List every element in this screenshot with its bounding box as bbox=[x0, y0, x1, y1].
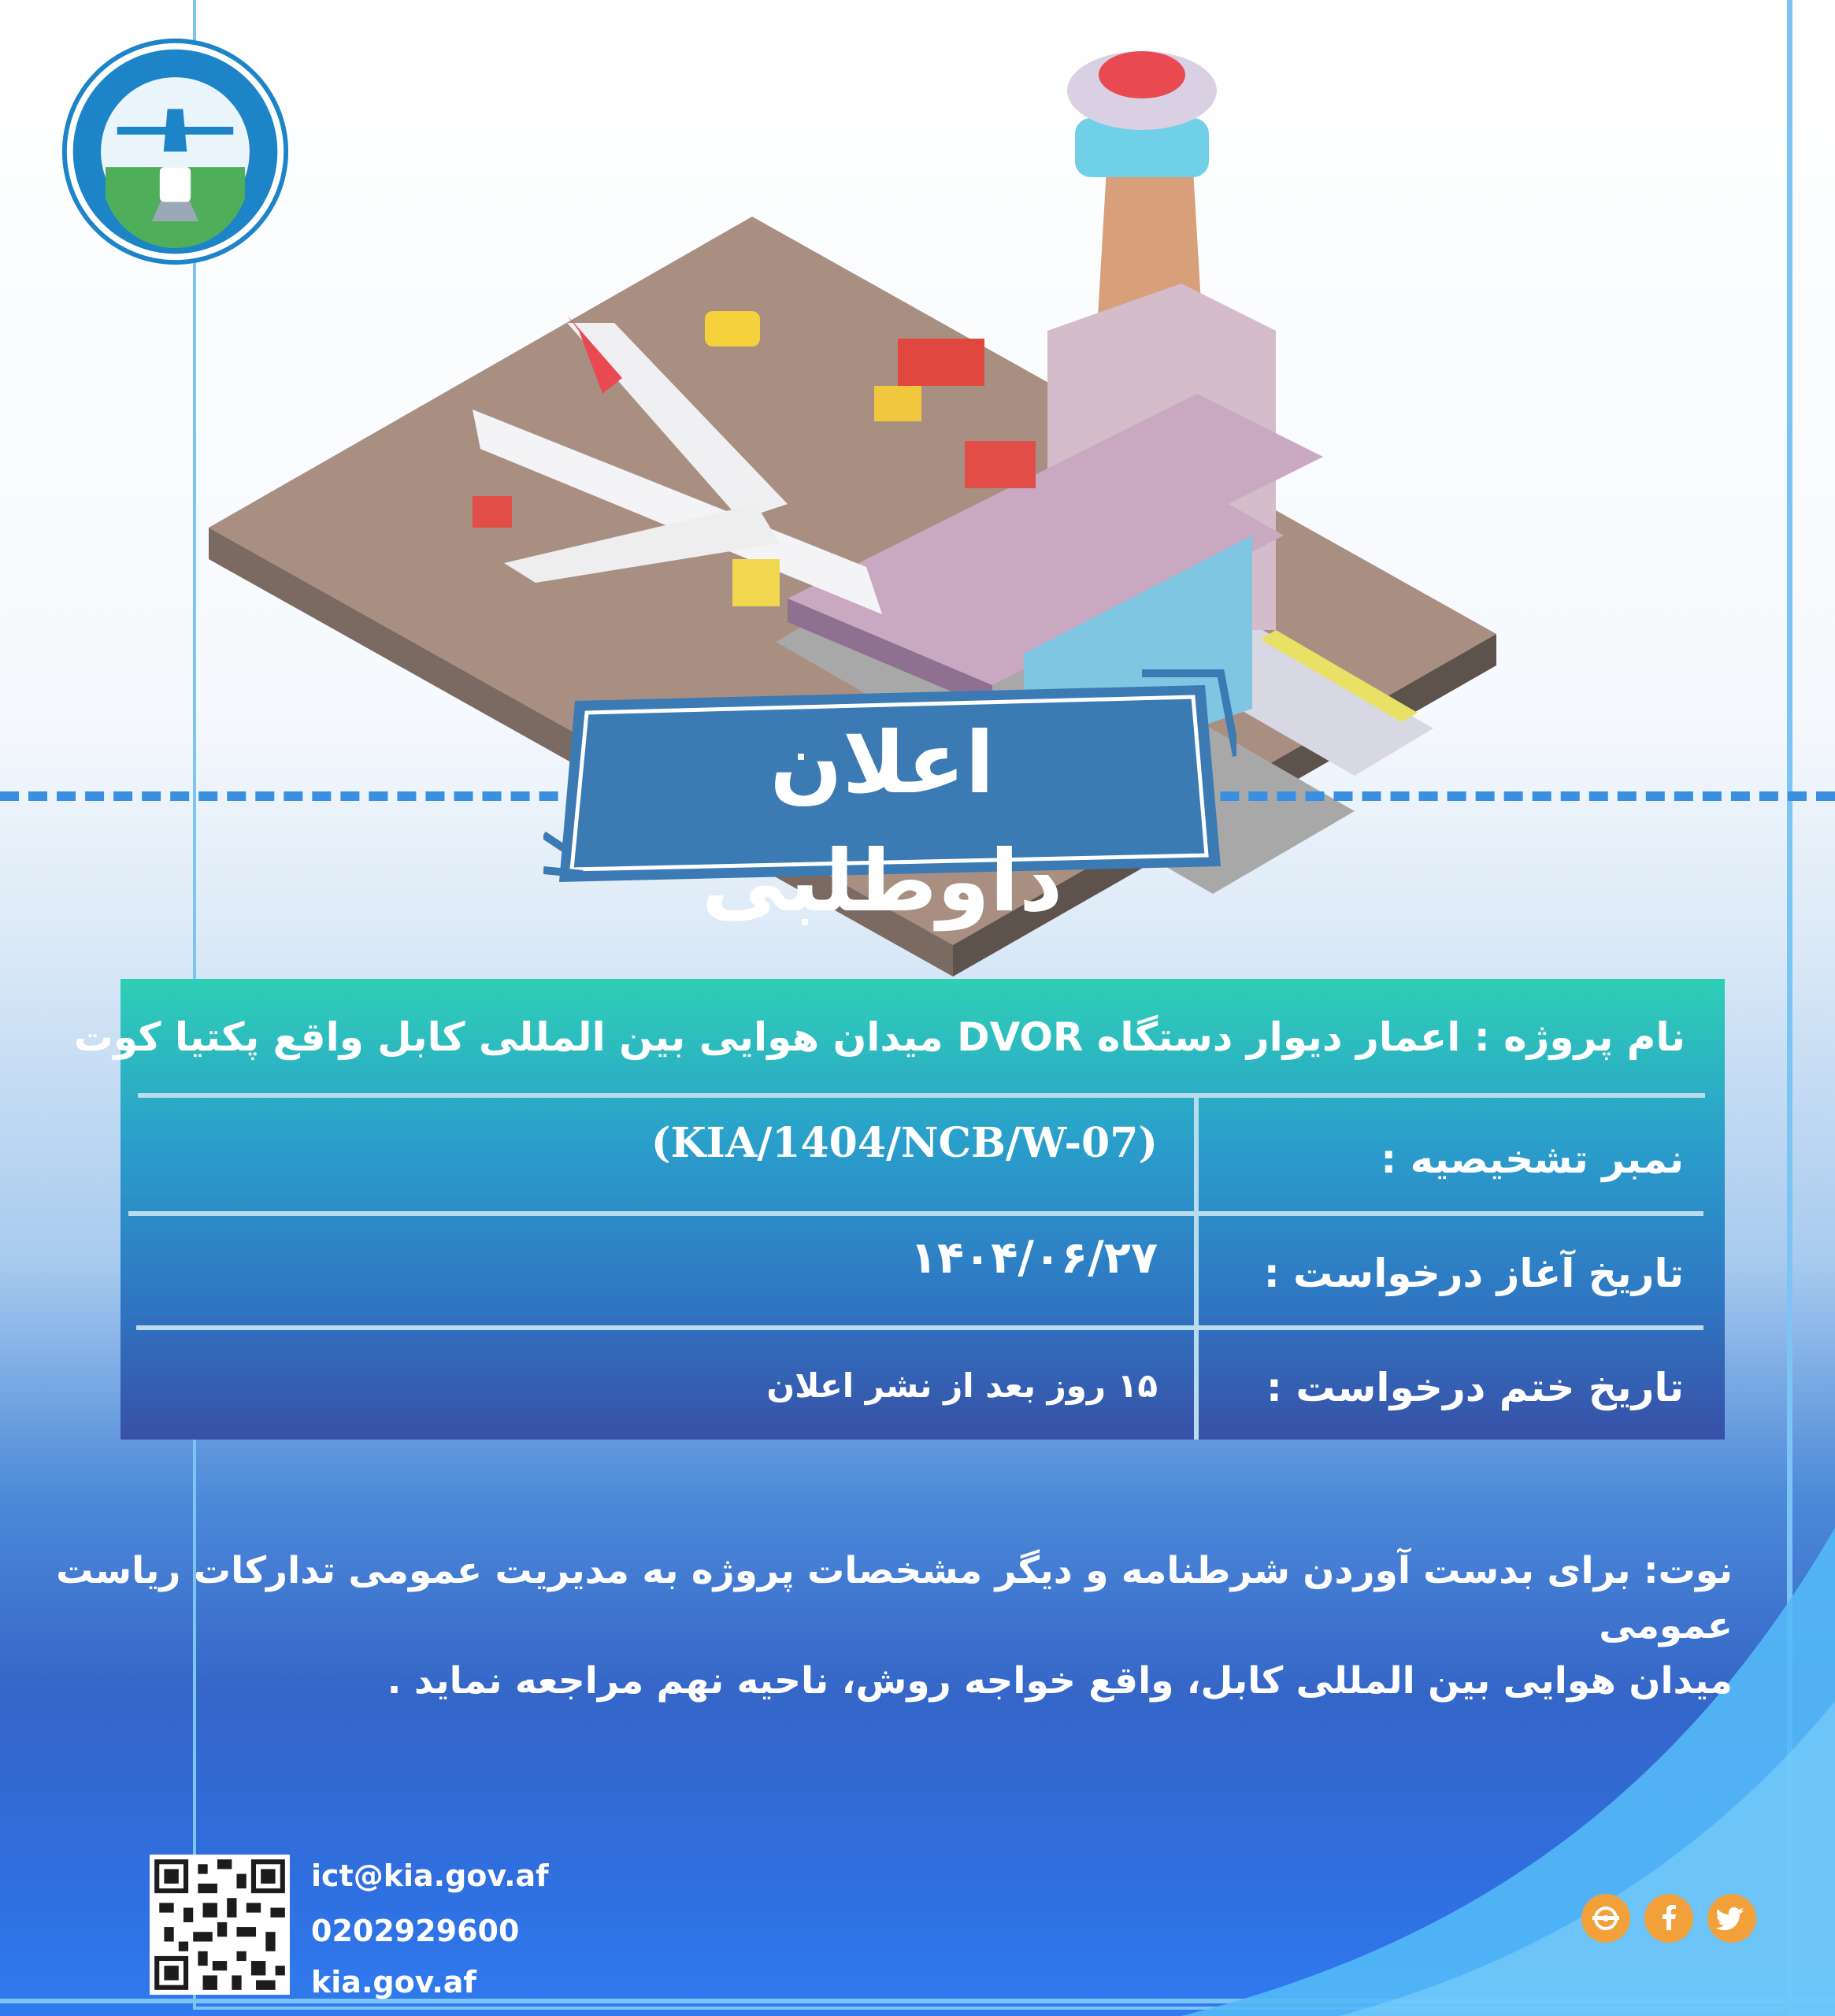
contact-website[interactable]: kia.gov.af bbox=[311, 1965, 476, 1999]
contact-email[interactable]: ict@kia.gov.af bbox=[311, 1858, 549, 1893]
website-icon[interactable] bbox=[1581, 1894, 1630, 1943]
contact-phone[interactable]: 0202929600 bbox=[311, 1914, 520, 1948]
project-name: نام پروژه : اعمار دیوار دستگاه DVOR میدان هوایی بین المللی کابل واقع پکتیا کوت bbox=[73, 1014, 1685, 1060]
twitter-icon[interactable] bbox=[1707, 1894, 1756, 1943]
note-line-1: نوت: برای بدست آوردن شرطنامه و دیگر مشخصات پروژه به مدیریت عمومی تدارکات ریاست عمومی bbox=[56, 1549, 1733, 1647]
end-date-label: تاریخ ختم درخواست : bbox=[1266, 1365, 1684, 1410]
end-date-value: ۱۵ روز بعد از نشر اعلان bbox=[766, 1366, 1158, 1405]
facebook-icon[interactable] bbox=[1644, 1894, 1693, 1943]
qr-code bbox=[150, 1855, 290, 1995]
tracking-number-value: (KIA/1404/NCB/W-07) bbox=[651, 1119, 1158, 1167]
start-date-value: ۱۴۰۴/۰۶/۲۷ bbox=[910, 1232, 1158, 1284]
table-divider bbox=[138, 1093, 1705, 1098]
table-row-divider bbox=[128, 1211, 1703, 1216]
ministry-logo bbox=[59, 35, 291, 268]
note-line-2: میدان هوایی بین المللی کابل، واقع خواجه روش، ناحیه نهم مراجعه نماید . bbox=[387, 1659, 1733, 1703]
tracking-number-label: نمبر تشخیصیه : bbox=[1381, 1136, 1684, 1182]
banner-title: اعلان داوطلبی bbox=[701, 714, 1063, 931]
table-column-divider bbox=[1194, 1095, 1199, 1440]
project-info-table bbox=[73, 979, 1725, 1440]
note-text bbox=[55, 1544, 1733, 1709]
table-row-divider bbox=[136, 1325, 1703, 1330]
start-date-label: تاریخ آغاز درخواست : bbox=[1263, 1251, 1684, 1296]
